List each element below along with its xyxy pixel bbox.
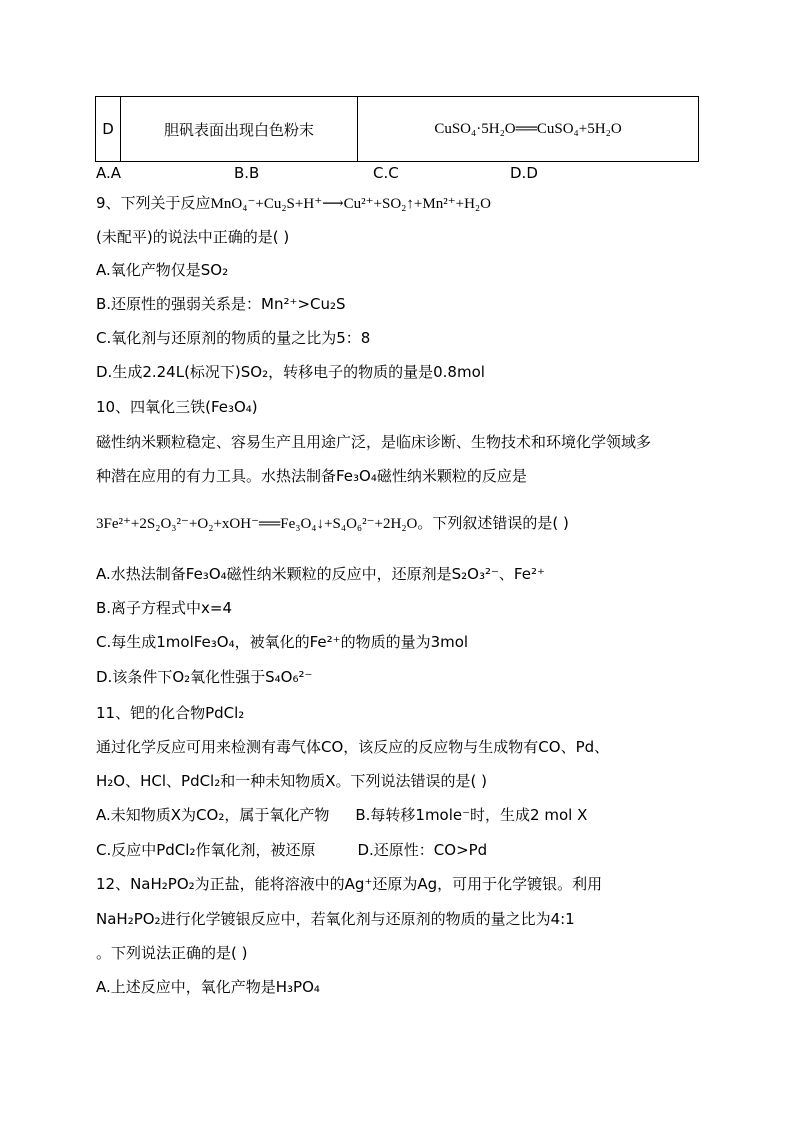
q8-option-a: A.A xyxy=(96,164,122,182)
q9-option-a: A.氧化产物仅是SO₂ xyxy=(96,261,229,279)
q8-options xyxy=(96,162,696,184)
answer-table xyxy=(95,96,699,162)
q9-stem-suffix: (未配平)的说法中正确的是( ) xyxy=(96,228,290,246)
q10-title: 10、四氧化三铁(Fe₃O₄) xyxy=(96,398,258,416)
q12-line1: 12、NaH₂PO₂为正盐，能将溶液中的Ag⁺还原为Ag，可用于化学镀银。利用 xyxy=(96,875,603,893)
q11-line2: H₂O、HCl、PdCl₂和一种未知物质X。下列说法错误的是( ) xyxy=(96,772,487,790)
q11-title: 11、钯的化合物PdCl₂ xyxy=(96,704,245,722)
q9-option-b: B.还原性的强弱关系是：Mn²⁺>Cu₂S xyxy=(96,295,346,313)
q10-line1: 磁性纳米颗粒稳定、容易生产且用途广泛，是临床诊断、生物技术和环境化学领域多 xyxy=(96,433,652,451)
q9-equation: MnO₄⁻+Cu₂S+H⁺⟶Cu²⁺+SO₂↑+Mn²⁺+H₂O xyxy=(210,196,491,212)
row-letter: D xyxy=(96,97,121,162)
q10-equation: 3Fe²⁺+2S₂O₃²⁻+O₂+xOH⁻══Fe₃O₄↓+S₄O₆²⁻+2H₂O xyxy=(96,516,418,532)
q10-option-a: A.水热法制备Fe₃O₄磁性纳米颗粒的反应中，还原剂是S₂O₃²⁻、Fe²⁺ xyxy=(96,565,545,583)
q9-stem-prefix: 9、下列关于反应 xyxy=(96,194,211,212)
q11-option-b: B.每转移1mole⁻时，生成2 mol X xyxy=(355,806,588,824)
q10-option-c: C.每生成1molFe₃O₄，被氧化的Fe²⁺的物质的量为3mol xyxy=(96,633,469,651)
q10-option-d: D.该条件下O₂氧化性强于S₄O₆²⁻ xyxy=(96,668,313,686)
q11-options-cd xyxy=(96,839,487,861)
q11-option-d: D.还原性：CO>Pd xyxy=(357,841,488,859)
q12-line3: 。下列说法正确的是( ) xyxy=(96,944,248,962)
q8-option-d: D.D xyxy=(510,164,538,182)
q10-line2: 种潜在应用的有力工具。水热法制备Fe₃O₄磁性纳米颗粒的反应是 xyxy=(96,467,527,485)
q10-equation-suffix: 。下列叙述错误的是( ) xyxy=(417,514,569,532)
q10-option-b: B.离子方程式中x=4 xyxy=(96,599,233,617)
q8-option-c: C.C xyxy=(373,164,399,182)
row-equation: CuSO₄·5H₂O══CuSO₄+5H₂O xyxy=(358,97,699,162)
table-row xyxy=(96,97,699,162)
row-phenomenon: 胆矾表面出现白色粉末 xyxy=(121,97,358,162)
q9-option-d: D.生成2.24L(标况下)SO₂，转移电子的物质的量是0.8mol xyxy=(96,363,485,381)
q11-option-a: A.未知物质X为CO₂，属于氧化产物 xyxy=(96,806,330,824)
q9-stem xyxy=(96,192,491,215)
q11-options-ab xyxy=(96,804,587,826)
q10-equation-line xyxy=(96,512,569,535)
q8-option-b: B.B xyxy=(234,164,260,182)
q12-option-a: A.上述反应中，氧化产物是H₃PO₄ xyxy=(96,978,320,996)
q11-line1: 通过化学反应可用来检测有毒气体CO，该反应的反应物与生成物有CO、Pd、 xyxy=(96,738,610,756)
q11-option-c: C.反应中PdCl₂作氧化剂，被还原 xyxy=(96,841,316,859)
q9-option-c: C.氧化剂与还原剂的物质的量之比为5：8 xyxy=(96,329,371,347)
q12-line2: NaH₂PO₂进行化学镀银反应中，若氧化剂与还原剂的物质的量之比为4:1 xyxy=(96,910,575,928)
